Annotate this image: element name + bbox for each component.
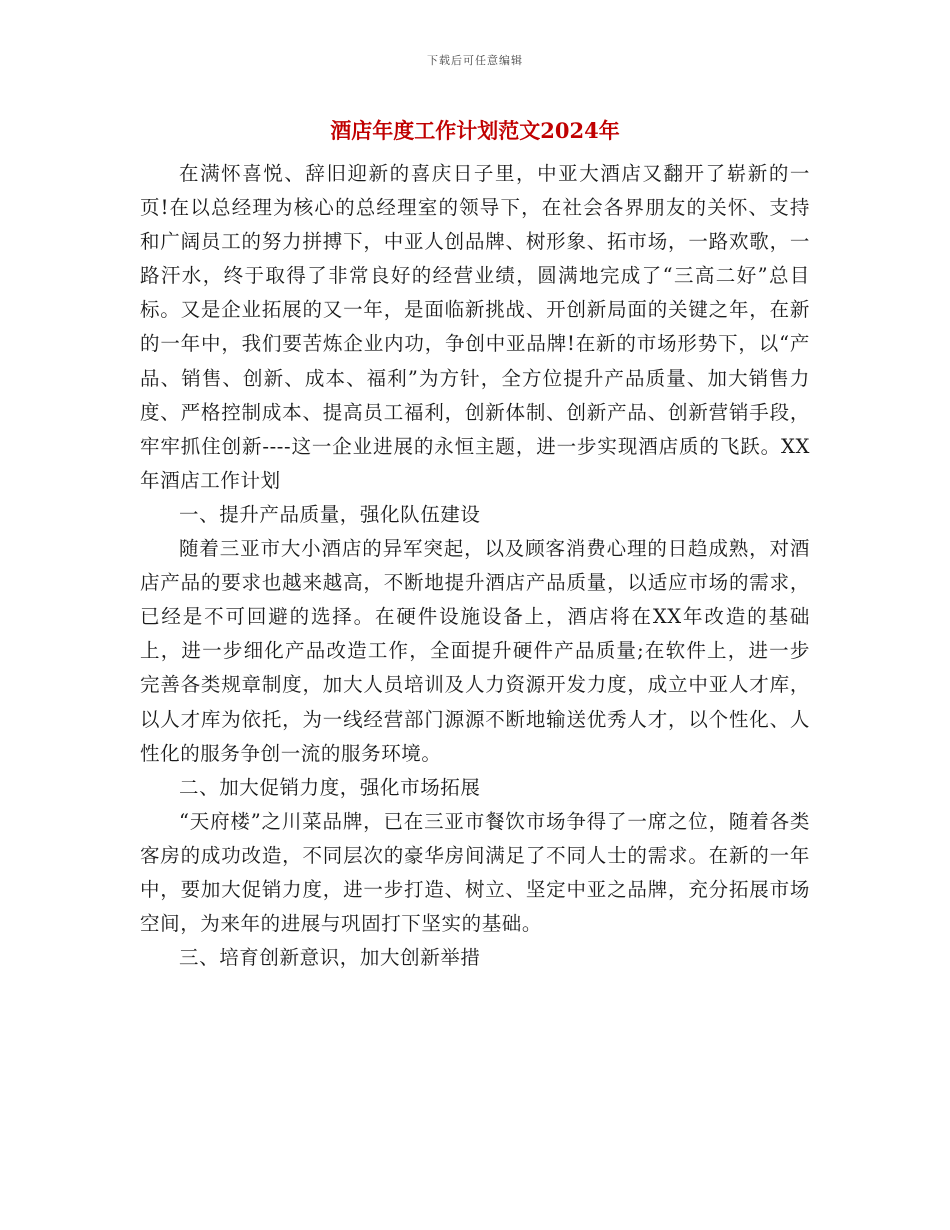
header-note: 下载后可任意编辑 <box>427 54 523 67</box>
section-heading-2: 二、加大促销力度，强化市场拓展 <box>179 775 481 799</box>
document-body <box>140 157 810 975</box>
intro-paragraph: 在满怀喜悦、辞旧迎新的喜庆日子里，中亚大酒店又翻开了崭新的一页!在以总经理为核心的总经理室的领导下，在社会各界朋友的关怀、支持和广阔员工的努力拼搏下，中亚人创品牌、树形象、拓市场，一路欢歌，一路汗水，终于取得了非常良好的经营业绩，圆满地完成了“三高二好”总目标。又是企业拓展的又一年，是面临新挑战、开创新局面的关键之年，在新的一年中，我们要苦炼企业内功，争创中亚品牌!在新的市场形势下，以“产品、销售、创新、成本、福利”为方针，全方位提升产品质量、加大销售力度、严格控制成本、提高员工福利，创新体制、创新产品、创新营销手段，牢牢抓住创新----这一企业进展的永恒主题，进一步实现酒店质的飞跃。XX年酒店工作计划 <box>140 162 810 492</box>
section-1-paragraph: 随着三亚市大小酒店的异军突起，以及顾客消费心理的日趋成熟，对酒店产品的要求也越来越高，不断地提升酒店产品质量，以适应市场的需求，已经是不可回避的选择。在硬件设施设备上，酒店将在XX年改造的基础上，进一步细化产品改造工作，全面提升硬件产品质量;在软件上，进一步完善各类规章制度，加大人员培训及人力资源开发力度，成立中亚人才库，以人才库为依托，为一线经营部门源源不断地输送优秀人才，以个性化、人性化的服务争创一流的服务环境。 <box>140 537 810 765</box>
document-title: 酒店年度工作计划范文2024年 <box>330 118 620 143</box>
section-heading-1: 一、提升产品质量，强化队伍建设 <box>179 502 481 526</box>
section-heading-3: 三、培育创新意识，加大创新举措 <box>179 946 481 970</box>
section-2-paragraph: “天府楼”之川菜品牌，已在三亚市餐饮市场争得了一席之位，随着各类客房的成功改造，不同层次的豪华房间满足了不同人士的需求。在新的一年中，要加大促销力度，进一步打造、树立、坚定中亚之品牌，充分拓展市场空间，为来年的进展与巩固打下坚实的基础。 <box>140 809 810 936</box>
